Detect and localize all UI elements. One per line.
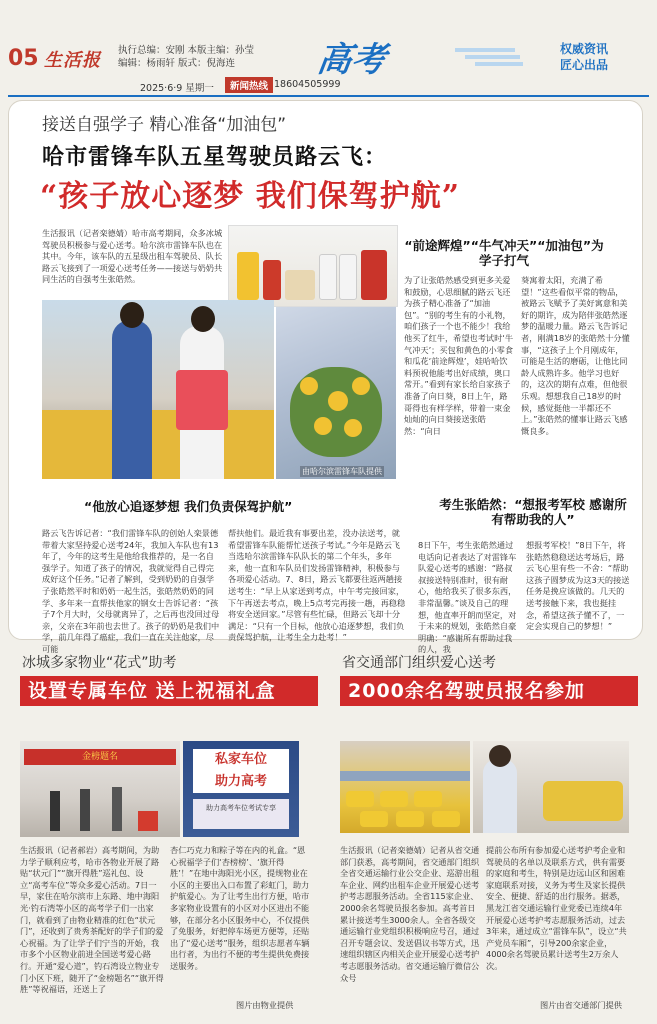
taxi [380, 791, 408, 807]
taxi [432, 811, 460, 827]
sunflower [328, 391, 348, 411]
section-tag: 高考 [314, 40, 389, 80]
main-quote-headline: “孩子放心逐梦 我们保驾护航” [40, 179, 460, 214]
article-column: 生活报讯（记者栾德婧）记者从省交通部门获悉，高考期间，省交通部门组织全省交通运输行业公交企业、巡游出租车企业、网约出租车企业开展爱心送考护考志愿服务活动。全省115家企业、2000余名驾驶员报名参加。高考首日累计接送考生3000余人。全省各级交通运输行业党组织积极响应号召，通过召开专题会议、发送倡议书等方式，迅速组织辖区内相关企业开展爱心送考护考志愿服务活动。省交通运输厅微信公众号 [340, 845, 480, 983]
driver-head [191, 306, 215, 332]
hotline-label: 新闻热线 [225, 77, 273, 93]
gift-sign [176, 370, 228, 430]
article-column: 生活报讯（记者郝岩）高考期间，为助力学子顺利应考，哈市各物业开展了路贴“状元门”“旗开得胜”巡礼包、设立“高考车位”等众多爱心活动。7日一早，家住在哈尔滨市上东路、地中海阳光·钓石湾等小区的高考学子们一出家门，就看到了由物业精准的红色“状元门”，还收到了贵秀茶配好的学子们的爱心祝福。为了让学子们宁当的开始，我市多个小区物业前进全国送考爱心路行。开通“爱心道”，钓石湾设立物业专门小区下班，随开了“金榜题名”“旗开得胜”等祝福语，还送上了 [20, 845, 164, 995]
sunflower [314, 417, 332, 435]
driver-figure [483, 759, 517, 833]
red-banner: 金榜题名 [24, 749, 176, 765]
parking-sign-text: 私家车位 [214, 752, 267, 767]
gift-products-photo [228, 225, 398, 307]
main-lead: 生活报讯（记者栾德婧）哈市高考期间，众多冰城驾驶员积极参与爱心送考。哈尔滨市雷锋车队也在其中。今年，该车队的五星级出租车驾驶员、队长路云飞接到了一项爱心送考任务——接送与奶奶共同生活的自强考生张皓然。 [42, 228, 223, 285]
issue-date: 2025·6·9 星期一 [140, 83, 214, 94]
taxi [414, 791, 442, 807]
main-kicker: 接送自强学子 精心准备“加油包” [42, 115, 287, 135]
person-figure [50, 791, 60, 831]
person-figure [80, 789, 90, 831]
sunflower [300, 377, 318, 395]
subheading-gift-pack: “前途辉煌”“牛气冲天”“加油包”为学子打气 [404, 238, 604, 268]
page-number: 05 [8, 46, 39, 71]
person-figure [112, 787, 122, 831]
article-column: 想报考军校！”8日下午，将张皓然稳稳送达考场后，路云飞心里有些一不舍：“帮助这孩子圆梦成为这3天的接送任务是挽应该做的。几天的送考接触下来，我也挺挂念，希望这孩子懂不了，一定会实现自己的梦想！” [526, 540, 630, 632]
slogan-line-2: 匠心出品 [560, 58, 609, 72]
sunflower [352, 377, 370, 395]
parking-sign-text: 助力高考 [214, 774, 267, 789]
student-head [120, 302, 144, 328]
sunflower [344, 419, 362, 437]
right-kicker: 省交通部门组织爱心送考 [342, 655, 496, 671]
parking-notice: 助力高考车位考试专享 [193, 799, 289, 829]
parking-sign [193, 749, 289, 793]
taxi [543, 781, 623, 821]
article-column: 为了让张皓然感受到更多关爱和鼓励，心思细腻的路云飞还为孩子精心准备了“加油包”。“别的考生有的小礼物，咱们孩子一个也不能少！我给他买了红牛，希望也考试时‘牛气冲天’；买包和黄色的小零食和瓜花‘前途辉煌’，娃哈哈饮料预祝他能考出好成绩，奥口常开。”看到有家长给自家孩子准备了向日葵，8日上午，路哥得也有样学样，带着一束金灿灿的向日葵接送张皓然：“向日 [404, 275, 514, 436]
article-column: 杏仁巧克力和粽子等在内的礼盒。“恩心祝福学子们‘杏榜榜’、‘旗开得胜’！”在地中海阳光小区，提规物业在小区的主要出入口布置了彩虹门，助力护航爱心。为了让考生出行方便，哈市多家物业设置有的小区对小区进出不能够，在部分名小区服务中心，不仅提供了免服务，好把停车场更方便等，还贴出了“爱心送考”服务，组织志愿者车辆出行者，为出行不便的考生提供免费接送服务。 [170, 845, 310, 971]
slogan-line-1: 权威资讯 [560, 42, 609, 56]
parking-sign-photo [183, 741, 299, 837]
left-kicker: 冰城多家物业“花式”助考 [22, 655, 177, 671]
slogan [560, 41, 608, 73]
left-banner-headline: 设置专属车位 送上祝福礼盒 [20, 676, 318, 706]
taxi [396, 811, 424, 827]
taxi-shape [42, 410, 274, 479]
article-column: 路云飞告诉记者：“我们雷锋车队的创始人栾景德带着大家坚持爱心送考24年，我加入车队也有13年了，今年的这考生是他给我推荐的，是一名自强学子。知道了孩子的情况，我就觉得自己得完成好这个任务。”记者了解到，受到奶奶的自强学子张皓然平时和奶奶一起生活，张皓然奶奶的同学、多年来一直帮扶他家的钢女士告诉记者：“孩子7个月大时，父母就离异了，之后再也没回过母亲，父亲在3年前也去世了。孩子的奶奶是我们中学，前几年得了癌症，我们一直在关注他家，尽可能 [42, 528, 220, 654]
article-column: 8日下午，考生张皓然通过电话向记者表达了对雷锋车队爱心送考的感谢：“路叔叔接送特别准时，很有耐心，他给我买了很多东西，非常温馨。”谈及自己的理想，他直率开朗而坚定，对于未来的规划，张皓然自豪明确：“感谢所有帮助过我的人，我 [418, 540, 517, 655]
article-column: 帮扶他们。最近我有事要出差，没办法送考，就希望雷锋车队能帮忙送孩子考试。”今年是路云飞当选哈尔滨雷锋车队队长的第二个年头，多年来，他一直和车队员们发扬雷锋精神，积极参与各项爱心活动。7、8日，路云飞都要往返两趟接送考生：“早上从家送到考点，中午考完接回家，下午再送去考点，晚上5点考完再接一趟，再稳稳将安全送回家。”尽管有些忙碌，但路云飞却十分满足：“只有一个目标，他放心追逐梦想，我们负责保驾护航，让考生全力赴考！” [228, 528, 406, 643]
credits-line-2: 编辑：杨雨轩 版式：倪海连 [118, 58, 236, 69]
header-rule [8, 95, 649, 97]
sunflower-bouquet-photo [276, 307, 396, 479]
article-column: 葵寓着太阳，充满了希望！”这些看似平常的物品，被路云飞赋予了美好寓意和美好的期许，成为陪伴张皓然逐梦的温暖力量。路云飞告诉记者，刚满18岁的张皓然十分懂事，“这孩子上个月刚成年，可能是生活的磨砺，让他比同龄人成熟许多。他学习也好的，这次的期有点难，但他很乐观。想想我自己18岁的时候，感觉挺他一半都还不上。”张皓然的懂事让路云飞感慨良多。 [521, 275, 630, 436]
student-figure [112, 320, 152, 479]
hotline-number: 18604505999 [274, 79, 341, 90]
photo-credit: 由哈尔滨雷锋车队提供 [302, 467, 382, 476]
drivers-photo [42, 300, 274, 479]
gift-box [138, 811, 158, 831]
taxi [360, 811, 388, 827]
driver-head [489, 745, 511, 767]
newspaper-name: 生活报 [44, 50, 101, 71]
subheading-escort: “他放心追逐梦想 我们负责保驾护航” [84, 499, 293, 514]
right-banner-headline: 2000余名驾驶员报名参加 [340, 676, 638, 706]
editor-credits [118, 44, 254, 70]
street-sky [340, 771, 470, 781]
subheading-student-quote: 考生张皓然：“想报考军校 感谢所有帮助我的人” [439, 497, 627, 527]
photo-credit: 图片由物业提供 [236, 1000, 294, 1010]
taxi [346, 791, 374, 807]
status-door-photo [20, 741, 180, 837]
credits-line-1: 执行总编：安刚 本版主编：孙莹 [118, 45, 255, 56]
main-headline: 哈市雷锋车队五星驾驶员路云飞： [42, 145, 388, 170]
volunteer-driver-photo [473, 741, 629, 833]
article-column: 提前公布所有参加爱心送考护考企业和驾驶员的名单以及联系方式，供有需要的家庭和考生，特别是边远山区和困难家庭联系对接，义务为考生及家长提供安全、便捷、舒适的出行服务。据悉，黑龙江省交通运输行业党委已连续4年开展爱心送考护考志愿服务活动，过去3年来，通过成立“雷锋车队”，设立“共产党员车厢”，引导200余家企业，4000余名驾驶员累计送考生2万余人次。 [486, 845, 627, 971]
decorative-bars [455, 46, 525, 66]
photo-credit: 图片由省交通部门提供 [540, 1000, 622, 1010]
taxi-fleet-photo [340, 741, 470, 833]
